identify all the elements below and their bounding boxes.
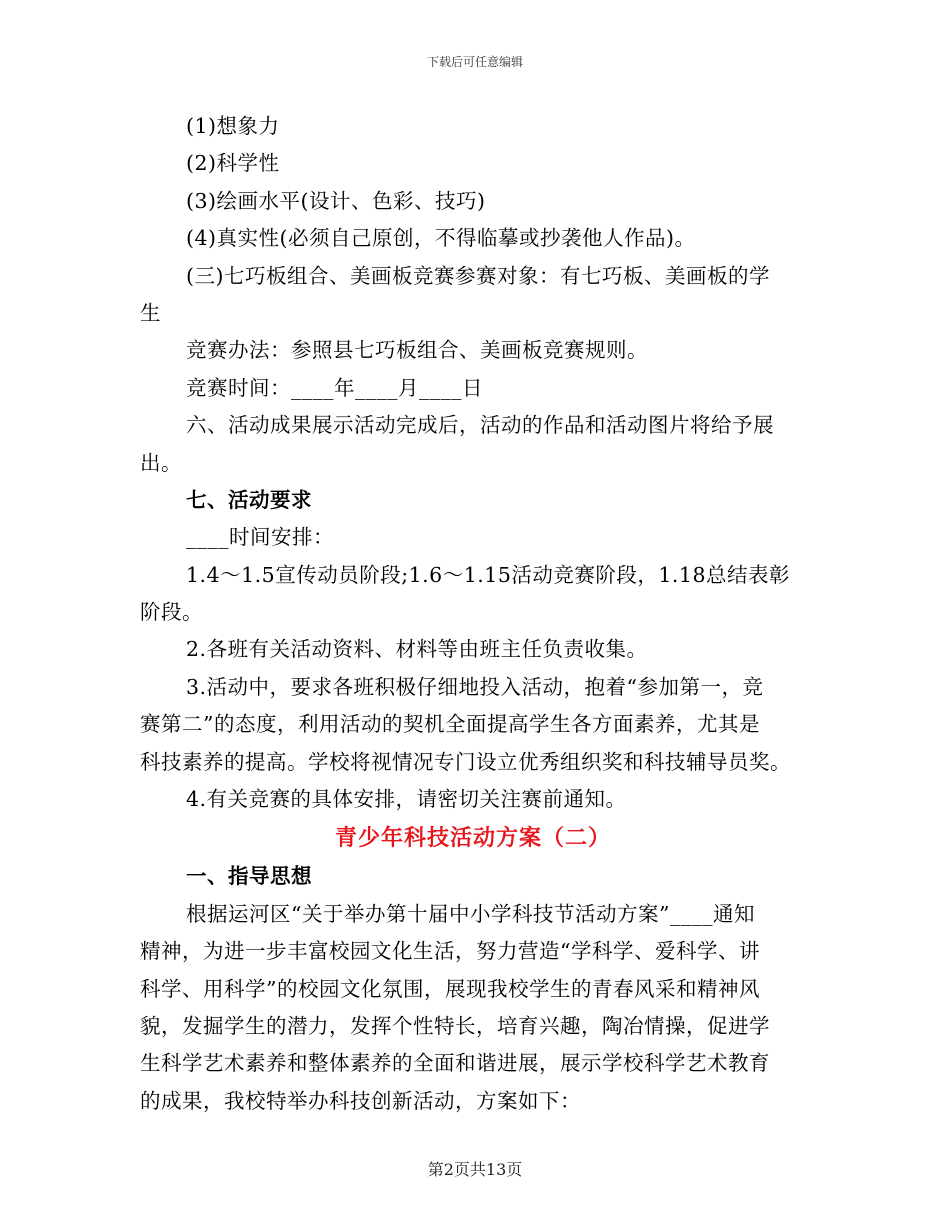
criterion-4: (4)真实性(必须自己原创，不得临摹或抄袭他人作品)。 [186,226,696,251]
paragraph-line: (三)七巧板组合、美画板竞赛参赛对象：有七巧板、美画板的学 [186,263,770,288]
paragraph-line: 六、活动成果展示活动完成后，活动的作品和活动图片将给予展 [186,413,774,438]
criterion-1: (1)想象力 [186,114,280,138]
paragraph-line: 的成果，我校特举办科技创新活动，方案如下： [140,1088,581,1113]
document-body [140,108,806,1120]
paragraph-line: 根据运河区“关于举办第十届中小学科技节活动方案”____通知 [186,901,755,926]
paragraph-line: 竞赛办法：参照县七巧板组合、美画板竞赛规则。 [186,338,648,363]
document-title: 青少年科技活动方案（二） [334,825,611,852]
paragraph-line: ____时间安排： [186,525,334,550]
page-number: 第2页共13页 [427,1160,523,1179]
criterion-2: (2)科学性 [186,151,280,176]
paragraph-line: 科学、用科学”的校园文化氛围，展现我校学生的青春风采和精神风 [140,976,760,1001]
paragraph-line: 1.4～1.5宣传动员阶段;1.6～1.15活动竞赛阶段，1.18总结表彰 [186,562,791,587]
paragraph-line: 3.活动中，要求各班积极仔细地投入活动，抱着“参加第一，竞 [186,674,764,699]
paragraph-line: 生 [140,300,161,325]
paragraph-line: 貌，发掘学生的潜力，发挥个性特长，培育兴趣，陶冶情操，促进学 [140,1013,770,1038]
paragraph-line: 阶段。 [140,600,203,625]
paragraph-line: 赛第二”的态度，利用活动的契机全面提高学生各方面素养，尤其是 [140,712,760,737]
paragraph-line: 生科学艺术素养和整体素养的全面和谐进展，展示学校科学艺术教育 [140,1051,770,1076]
paragraph-line: 2.各班有关活动资料、材料等由班主任负责收集。 [186,637,648,662]
page-header: 下载后可任意编辑 [426,55,523,69]
paragraph-line: 竞赛时间：____年____月____日 [186,375,483,400]
paragraph-line: 4.有关竞赛的具体安排，请密切关注赛前通知。 [186,787,627,812]
paragraph-line: 精神，为进一步丰富校园文化生活，努力营造“学科学、爱科学、讲 [140,939,760,964]
paragraph-line: 出。 [140,450,182,475]
paragraph-line: 科技素养的提高。学校将视情况专门设立优秀组织奖和科技辅导员奖。 [140,749,791,774]
section-heading: 七、活动要求 [186,487,312,512]
criterion-3: (3)绘画水平(设计、色彩、技巧) [186,188,486,213]
section-heading: 一、指导思想 [186,864,312,889]
